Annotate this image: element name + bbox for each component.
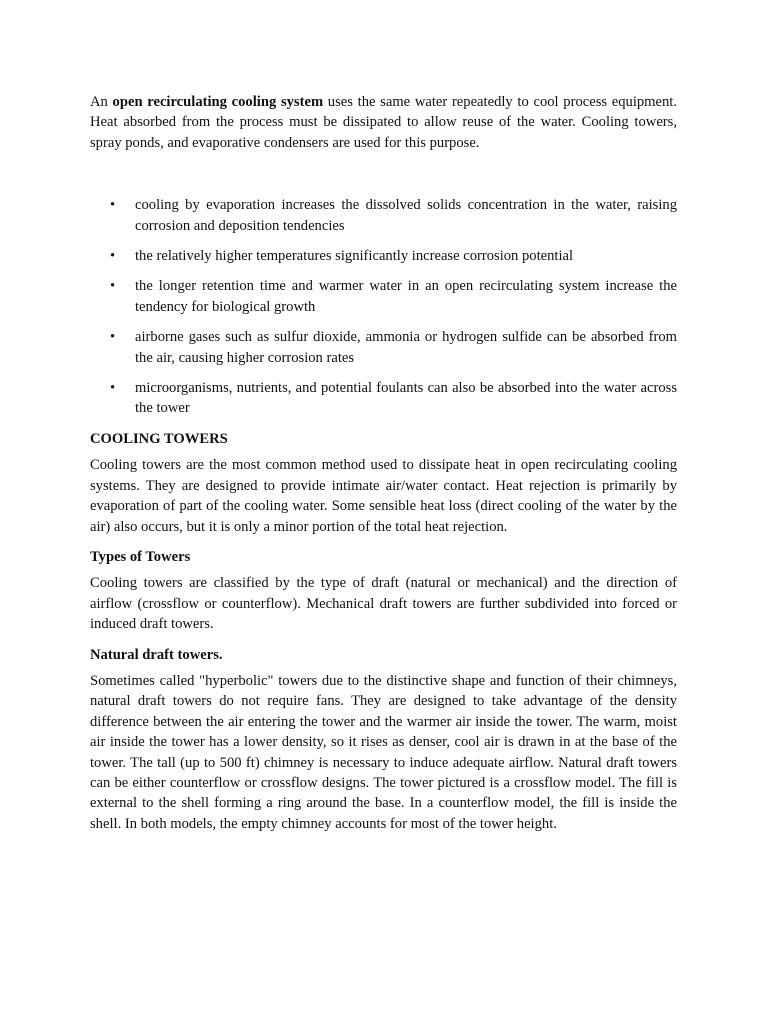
bullet-icon: • [110,278,116,295]
intro-term: open recirculating cooling system [112,94,324,110]
natural-draft-heading: Natural draft towers. [90,646,223,663]
list-item-text: airborne gases such as sulfur dioxide, ammonia or hydrogen sulfide can be absorbed from the air, causing higher corrosion rates [135,329,677,366]
intro-paragraph [90,92,677,153]
factor-bullet-list [90,195,677,419]
list-item [90,195,677,236]
list-item-text: the relatively higher temperatures significantly increase corrosion potential [135,248,574,265]
document-page [90,92,677,844]
cooling-towers-paragraph: Cooling towers are the most common method used to dissipate heat in open recirculating cooling systems. They are designed to provide intimate air/water contact. Heat rejection is primarily by evaporation of part of the cooling water. Some sensible heat loss (direct cooling of the water by the air) also occurs, but it is only a minor portion of the total heat rejection. [90,457,677,535]
list-item [90,327,677,368]
list-item-text: microorganisms, nutrients, and potential foulants can also be absorbed into the water across the tower [135,380,677,417]
bullet-icon: • [110,380,116,397]
intro-rest: uses the same water repeatedly to cool process equipment. Heat absorbed from the process must be dissipated to allow reuse of the water. Cooling towers, spray ponds, and evaporative condensers are used for this purpose. [90,94,677,151]
bullet-icon: • [110,248,116,265]
types-of-towers-paragraph: Cooling towers are classified by the type of draft (natural or mechanical) and the direction of airflow (crossflow or counterflow). Mechanical draft towers are further subdivided into forced or induced draft towers. [90,575,677,633]
bullet-icon: • [110,329,116,346]
list-item [90,276,677,317]
list-item-text: cooling by evaporation increases the dissolved solids concentration in the water, raising corrosion and deposition tendencies [135,197,677,234]
list-item [90,378,677,419]
bullet-icon: • [110,197,116,214]
cooling-towers-heading: COOLING TOWERS [90,430,228,447]
types-of-towers-heading: Types of Towers [90,548,191,565]
list-item [90,246,677,266]
list-item-text: the longer retention time and warmer water in an open recirculating system increase the tendency for biological growth [135,278,677,315]
natural-draft-paragraph: Sometimes called "hyperbolic" towers due to the distinctive shape and function of their chimneys, natural draft towers do not require fans. They are designed to take advantage of the density difference between the air entering the tower and the warmer air inside the tower. The warm, moist air inside the tower has a lower density, so it rises as denser, cool air is drawn in at the base of the tower. The tall (up to 500 ft) chimney is necessary to induce adequate airflow. Natural draft towers can be either counterflow or crossflow designs. The tower pictured is a crossflow model. The fill is external to the shell forming a ring around the base. In a counterflow model, the fill is inside the shell. In both models, the empty chimney accounts for most of the tower height. [90,672,677,832]
intro-lead: An [90,94,113,110]
